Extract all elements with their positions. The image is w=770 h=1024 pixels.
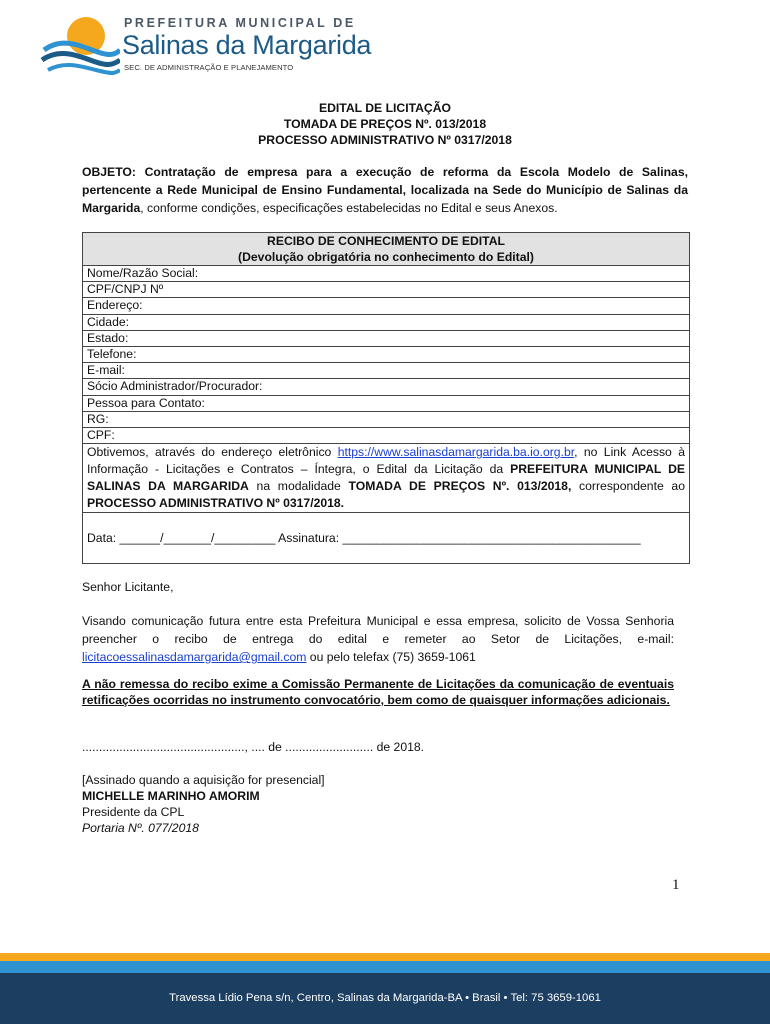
notice-paragraph: A não remessa do recibo exime a Comissão Permanente de Licitações da comunicação de eventuais retificações ocorridas no instrumento convocatório, bem como de quaisquer informações adicionais. <box>82 677 674 707</box>
org-name-line2: Salinas da Margarida <box>122 30 372 60</box>
date-line: ................................................, .... de .......................... de 2018. <box>82 740 425 754</box>
obtivemos-text-4: correspondente ao <box>571 479 685 494</box>
field-estado[interactable]: Estado: <box>83 330 690 346</box>
field-cidade[interactable]: Cidade: <box>83 314 690 330</box>
field-endereco[interactable]: Endereço: <box>83 298 690 314</box>
obtivemos-tomada: TOMADA DE PREÇOS Nº. 013/2018, <box>348 479 572 494</box>
objeto-bold: OBJETO: Contratação de empresa para a execução de reforma da Escola Modelo de Salinas, pertencente a Rede Municipal de Ensino Fundamental, localizada na Sede do Município de Salinas da Margarida <box>82 165 688 215</box>
recibo-subtitle: (Devolução obrigatória no conhecimento do Edital) <box>238 250 534 264</box>
email-link[interactable]: licitacoessalinasdamargarida@gmail.com <box>82 650 307 664</box>
recibo-header <box>83 233 690 266</box>
heading-title: EDITAL DE LICITAÇÃO <box>318 101 452 115</box>
signature-row[interactable]: Data: ______/_______/_________ Assinatura: ____________________________________________ <box>83 513 690 564</box>
signer-role: Presidente da CPL <box>82 805 185 819</box>
org-name-line1: PREFEITURA MUNICIPAL DE <box>124 16 356 30</box>
visando-text: Visando comunicação futura entre esta Prefeitura Municipal e essa empresa, solicito de Vossa Senhoria preencher o recibo de entrega do edital e remeter ao Setor de Licitações, e-mail: <box>82 614 674 646</box>
field-nome[interactable]: Nome/Razão Social: <box>83 266 690 282</box>
field-email[interactable]: E-mail: <box>83 363 690 379</box>
footer-address: Travessa Lídio Pena s/n, Centro, Salinas da Margarida-BA • Brasil • Tel: 75 3659-1061 <box>0 973 770 1024</box>
obtivemos-text-3: na modalidade <box>248 479 349 494</box>
footer-yellow-bar <box>0 953 770 961</box>
obtivemos-paragraph <box>83 444 690 513</box>
org-department: SEC. DE ADMINISTRAÇÃO E PLANEJAMENTO <box>124 63 294 72</box>
salutation: Senhor Licitante, <box>82 580 174 594</box>
page-number: 1 <box>672 877 680 893</box>
visando-tail: ou pelo telefax (75) 3659-1061 <box>306 650 476 664</box>
footer-blue-bar <box>0 961 770 973</box>
signer-name: MICHELLE MARINHO AMORIM <box>82 789 260 803</box>
site-link[interactable]: https://www.salinasdamargarida.ba.io.org.br <box>337 445 575 460</box>
sun-and-waves-icon <box>40 6 120 78</box>
field-contato[interactable]: Pessoa para Contato: <box>83 395 690 411</box>
field-cpf[interactable]: CPF: <box>83 428 690 444</box>
recibo-table <box>82 232 690 564</box>
signature-block <box>82 772 674 836</box>
obtivemos-prefeitura: PREFEITURA MUNICIPAL DE SALINAS DA MARGARIDA <box>87 462 685 494</box>
obtivemos-text-2: , no Link Acesso à Informação - Licitações e Contratos – Íntegra, o Edital da Licitação da <box>87 445 685 477</box>
obtivemos-text-1: Obtivemos, através do endereço eletrônico <box>87 445 338 460</box>
field-socio[interactable]: Sócio Administrador/Procurador: <box>83 379 690 395</box>
heading-tomada: TOMADA DE PREÇOS Nº. 013/2018 <box>283 117 487 131</box>
field-rg[interactable]: RG: <box>83 411 690 427</box>
objeto-rest: , conforme condições, especificações estabelecidas no Edital e seus Anexos. <box>140 201 558 215</box>
obtivemos-processo: PROCESSO ADMINISTRATIVO Nº 0317/2018. <box>87 496 345 511</box>
field-telefone[interactable]: Telefone: <box>83 347 690 363</box>
objeto-paragraph <box>82 163 688 217</box>
heading-processo: PROCESSO ADMINISTRATIVO Nº 0317/2018 <box>258 133 512 147</box>
assinado-note: [Assinado quando a aquisição for presencial] <box>82 773 325 787</box>
recibo-title: RECIBO DE CONHECIMENTO DE EDITAL <box>267 234 505 248</box>
letterhead-logo <box>40 6 372 78</box>
field-cpf-cnpj[interactable]: CPF/CNPJ Nº <box>83 282 690 298</box>
portaria: Portaria Nº. 077/2018 <box>82 821 199 835</box>
visando-paragraph <box>82 612 674 666</box>
document-heading <box>0 100 770 148</box>
